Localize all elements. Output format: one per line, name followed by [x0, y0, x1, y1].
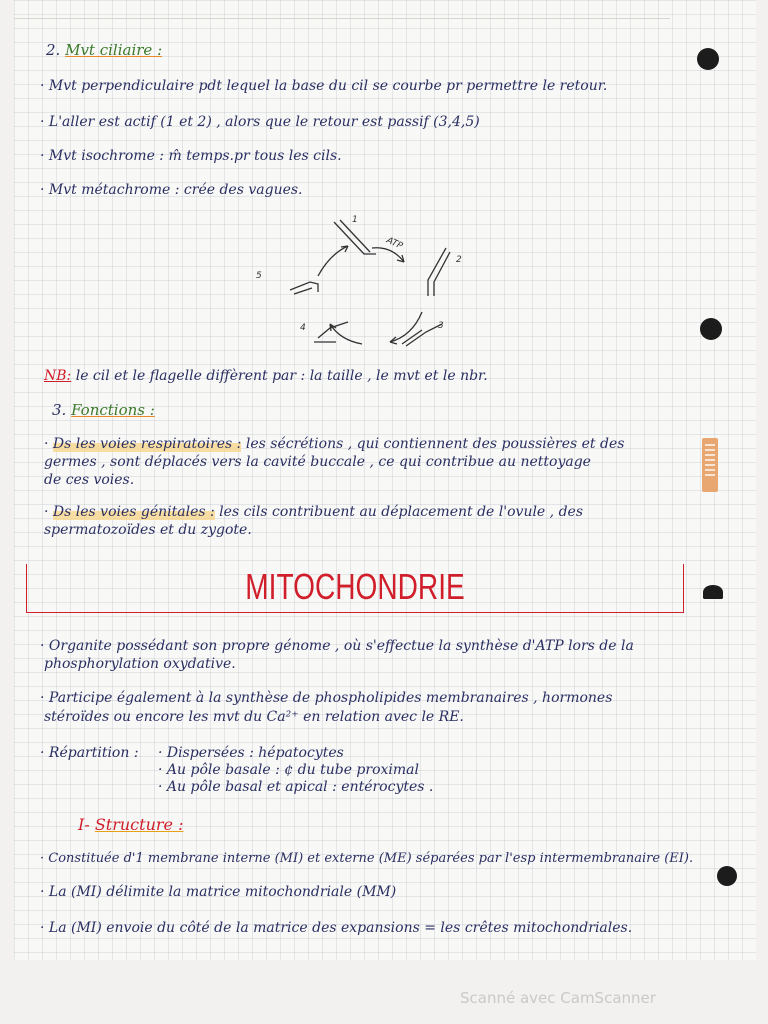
function-genital-line-1: · Ds les voies génitales : les cils contribuent au déplacement de l'ovule , des	[44, 504, 583, 520]
section-3-number: 3.	[52, 401, 67, 419]
mito-bullet-1-line-2: phosphorylation oxydative.	[44, 656, 236, 672]
page-index-tab	[702, 438, 718, 492]
mito-bullet-2-line-2: stéroïdes ou encore les mvt du Ca²⁺ en relation avec le RE.	[44, 709, 464, 725]
function-respiratory-text: les sécrétions , qui contiennent des poussières et des	[241, 436, 625, 452]
structure-bullet-2: · La (MI) délimite la matrice mitochondriale (MM)	[40, 884, 397, 900]
repartition-item-1: · Dispersées : hépatocytes	[158, 745, 344, 761]
function-genital-label: Ds les voies génitales :	[52, 504, 215, 520]
section-3-heading	[52, 402, 155, 419]
repartition-item-2: · Au pôle basale : ¢ du tube proximal	[158, 762, 419, 778]
page-top-rule	[14, 18, 670, 19]
function-respiratory-line-1: · Ds les voies respiratoires : les sécrétions , qui contiennent des poussières et des	[44, 436, 625, 452]
cilia-beat-diagram	[252, 212, 472, 352]
page-title: MITOCHONDRIE	[245, 566, 465, 607]
bullet-mvt-3: · Mvt isochrome : m̂ temps.pr tous les cils.	[40, 148, 342, 164]
structure-bullet-3: · La (MI) envoie du côté de la matrice des expansions = les crêtes mitochondriales.	[40, 920, 633, 936]
structure-title: Structure :	[94, 815, 184, 834]
nb-note	[44, 368, 488, 385]
bullet-mvt-2: · L'aller est actif (1 et 2) , alors que le retour est passif (3,4,5)	[40, 114, 480, 130]
mito-bullet-2-line-1: · Participe également à la synthèse de phospholipides membranaires , hormones	[40, 690, 613, 706]
function-genital-text: les cils contribuent au déplacement de l'ovule , des	[214, 504, 583, 520]
diagram-label-1: 1	[352, 215, 358, 225]
diagram-label-4: 4	[300, 323, 306, 333]
diagram-label-5: 5	[256, 271, 262, 281]
nb-text: le cil et le flagelle diffèrent par : la taille , le mvt et le nbr.	[71, 368, 488, 384]
function-respiratory-label: Ds les voies respiratoires :	[52, 436, 242, 452]
repartition-item-3: · Au pôle basal et apical : entérocytes .	[158, 779, 434, 795]
punch-hole	[703, 585, 723, 599]
section-2-heading	[46, 42, 162, 59]
bullet-mvt-1: · Mvt perpendiculaire pdt lequel la base du cil se courbe pr permettre le retour.	[40, 78, 608, 94]
nb-label: NB:	[44, 368, 72, 384]
diagram-label-atp: ATP	[384, 235, 404, 252]
punch-hole	[697, 48, 719, 70]
scanner-watermark: Scanné avec CamScanner	[460, 989, 656, 1007]
function-genital-line-2: spermatozoïdes et du zygote.	[44, 522, 252, 538]
diagram-label-2: 2	[456, 255, 462, 265]
repartition-label: · Répartition :	[40, 745, 139, 761]
bullet-mvt-4: · Mvt métachrome : crée des vagues.	[40, 182, 303, 198]
function-respiratory-line-3: de ces voies.	[44, 472, 135, 488]
section-2-number: 2.	[46, 41, 61, 59]
title-frame	[26, 564, 684, 613]
mito-bullet-1-line-1: · Organite possédant son propre génome , où s'effectue la synthèse d'ATP lors de la	[40, 638, 634, 654]
punch-hole	[717, 866, 737, 886]
structure-bullet-1: · Constituée d'1 membrane interne (MI) et externe (ME) séparées par l'esp intermembranaire (EI).	[40, 851, 694, 866]
structure-heading	[78, 816, 183, 833]
section-2-title: Mvt ciliaire :	[65, 41, 163, 59]
section-3-title: Fonctions :	[71, 401, 155, 419]
function-respiratory-line-2: germes , sont déplacés vers la cavité buccale , ce qui contribue au nettoyage	[44, 454, 591, 470]
punch-hole	[700, 318, 722, 340]
diagram-label-3: 3	[438, 321, 444, 331]
structure-number: I-	[78, 815, 90, 834]
